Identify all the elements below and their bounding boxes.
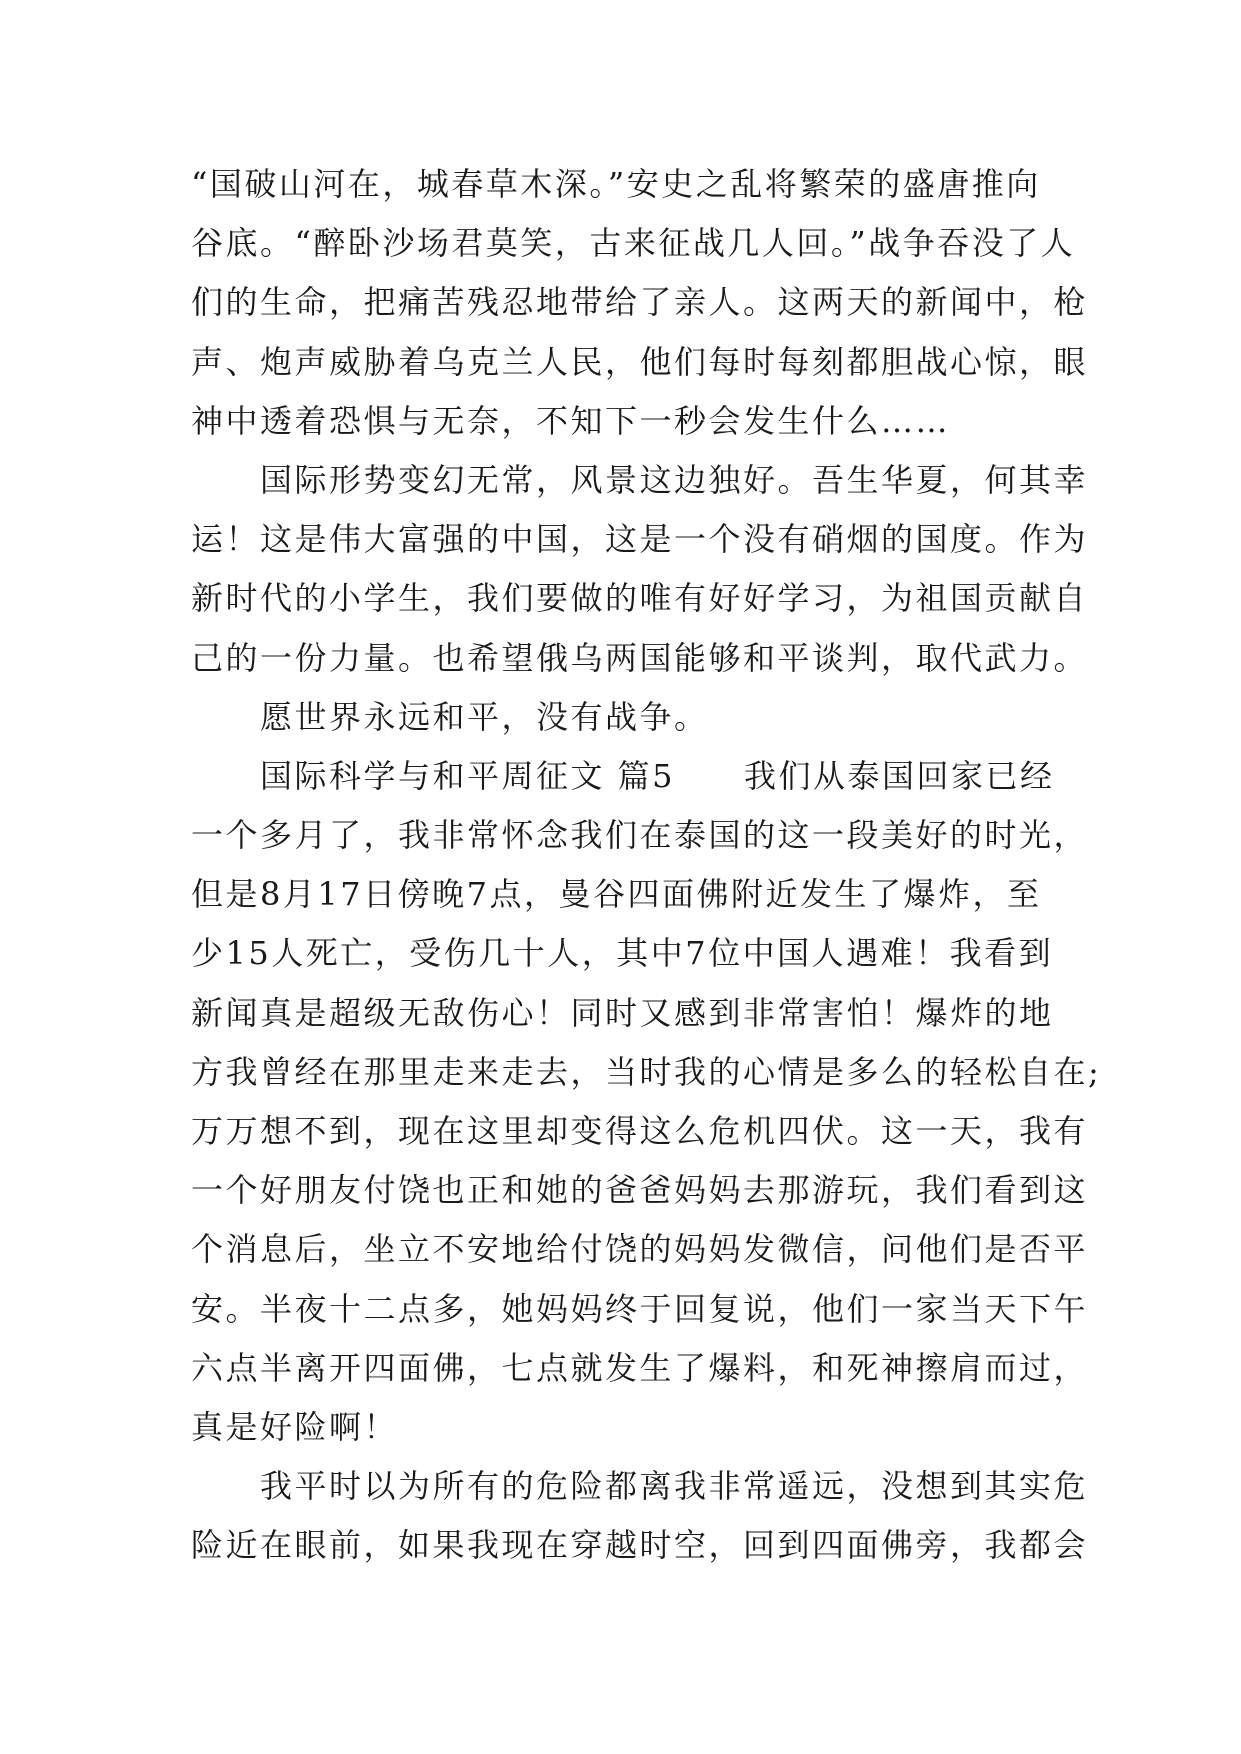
text-line: 方我曾经在那里走来走去，当时我的心情是多么的轻松自在; — [191, 1052, 1102, 1091]
text-line: 个消息后，坐立不安地给付饶的妈妈发微信，问他们是否平 — [191, 1230, 1089, 1269]
text-line: 新闻真是超级无敌伤心！同时又感到非常害怕！爆炸的地 — [191, 993, 1054, 1032]
text-line: 国际科学与和平周征文 篇5 我们从泰国回家已经 — [191, 756, 1055, 795]
text-line: 但是8月17日傍晚7点，曼谷四面佛附近发生了爆炸，至 — [191, 875, 1042, 914]
text-line: 一个好朋友付饶也正和她的爸爸妈妈去那游玩，我们看到这 — [191, 1171, 1089, 1210]
text-line: 谷底。“醉卧沙场君莫笑，古来征战几人回。”战争吞没了人 — [191, 224, 1076, 263]
text-line: 安。半夜十二点多，她妈妈终于回复说，他们一家当天下午 — [191, 1289, 1089, 1328]
text-line: 国际形势变幻无常，风景这边独好。吾生华夏，何其幸 — [191, 460, 1089, 499]
text-line: “国破山河在，城春草木深。”安史之乱将繁荣的盛唐推向 — [191, 165, 1041, 203]
body-text — [191, 155, 1102, 1576]
text-line: 愿世界永远和平，没有战争。 — [191, 697, 709, 736]
text-line: 真是好险啊！ — [191, 1407, 399, 1446]
text-line: 少15人死亡，受伤几十人，其中7位中国人遇难！我看到 — [191, 934, 1054, 973]
text-line: 己的一份力量。也希望俄乌两国能够和平谈判，取代武力。 — [191, 638, 1089, 677]
text-line: 神中透着恐惧与无奈，不知下一秒会发生什么…… — [191, 401, 951, 440]
text-line: 万万想不到，现在这里却变得这么危机四伏。这一天，我有 — [191, 1112, 1089, 1150]
text-line: 我平时以为所有的危险都离我非常遥远，没想到其实危 — [191, 1467, 1089, 1506]
text-line: 声、炮声威胁着乌克兰人民，他们每时每刻都胆战心惊，眼 — [191, 342, 1089, 381]
text-line: 们的生命，把痛苦残忍地带给了亲人。这两天的新闻中，枪 — [191, 283, 1089, 322]
text-line: 新时代的小学生，我们要做的唯有好好学习，为祖国贡献自 — [191, 579, 1089, 618]
text-line: 一个多月了，我非常怀念我们在泰国的这一段美好的时光， — [191, 816, 1089, 855]
text-line: 运！这是伟大富强的中国，这是一个没有硝烟的国度。作为 — [191, 520, 1089, 559]
text-line: 六点半离开四面佛，七点就发生了爆料，和死神擦肩而过， — [191, 1348, 1089, 1387]
text-line: 险近在眼前，如果我现在穿越时空，回到四面佛旁，我都会 — [191, 1526, 1089, 1565]
